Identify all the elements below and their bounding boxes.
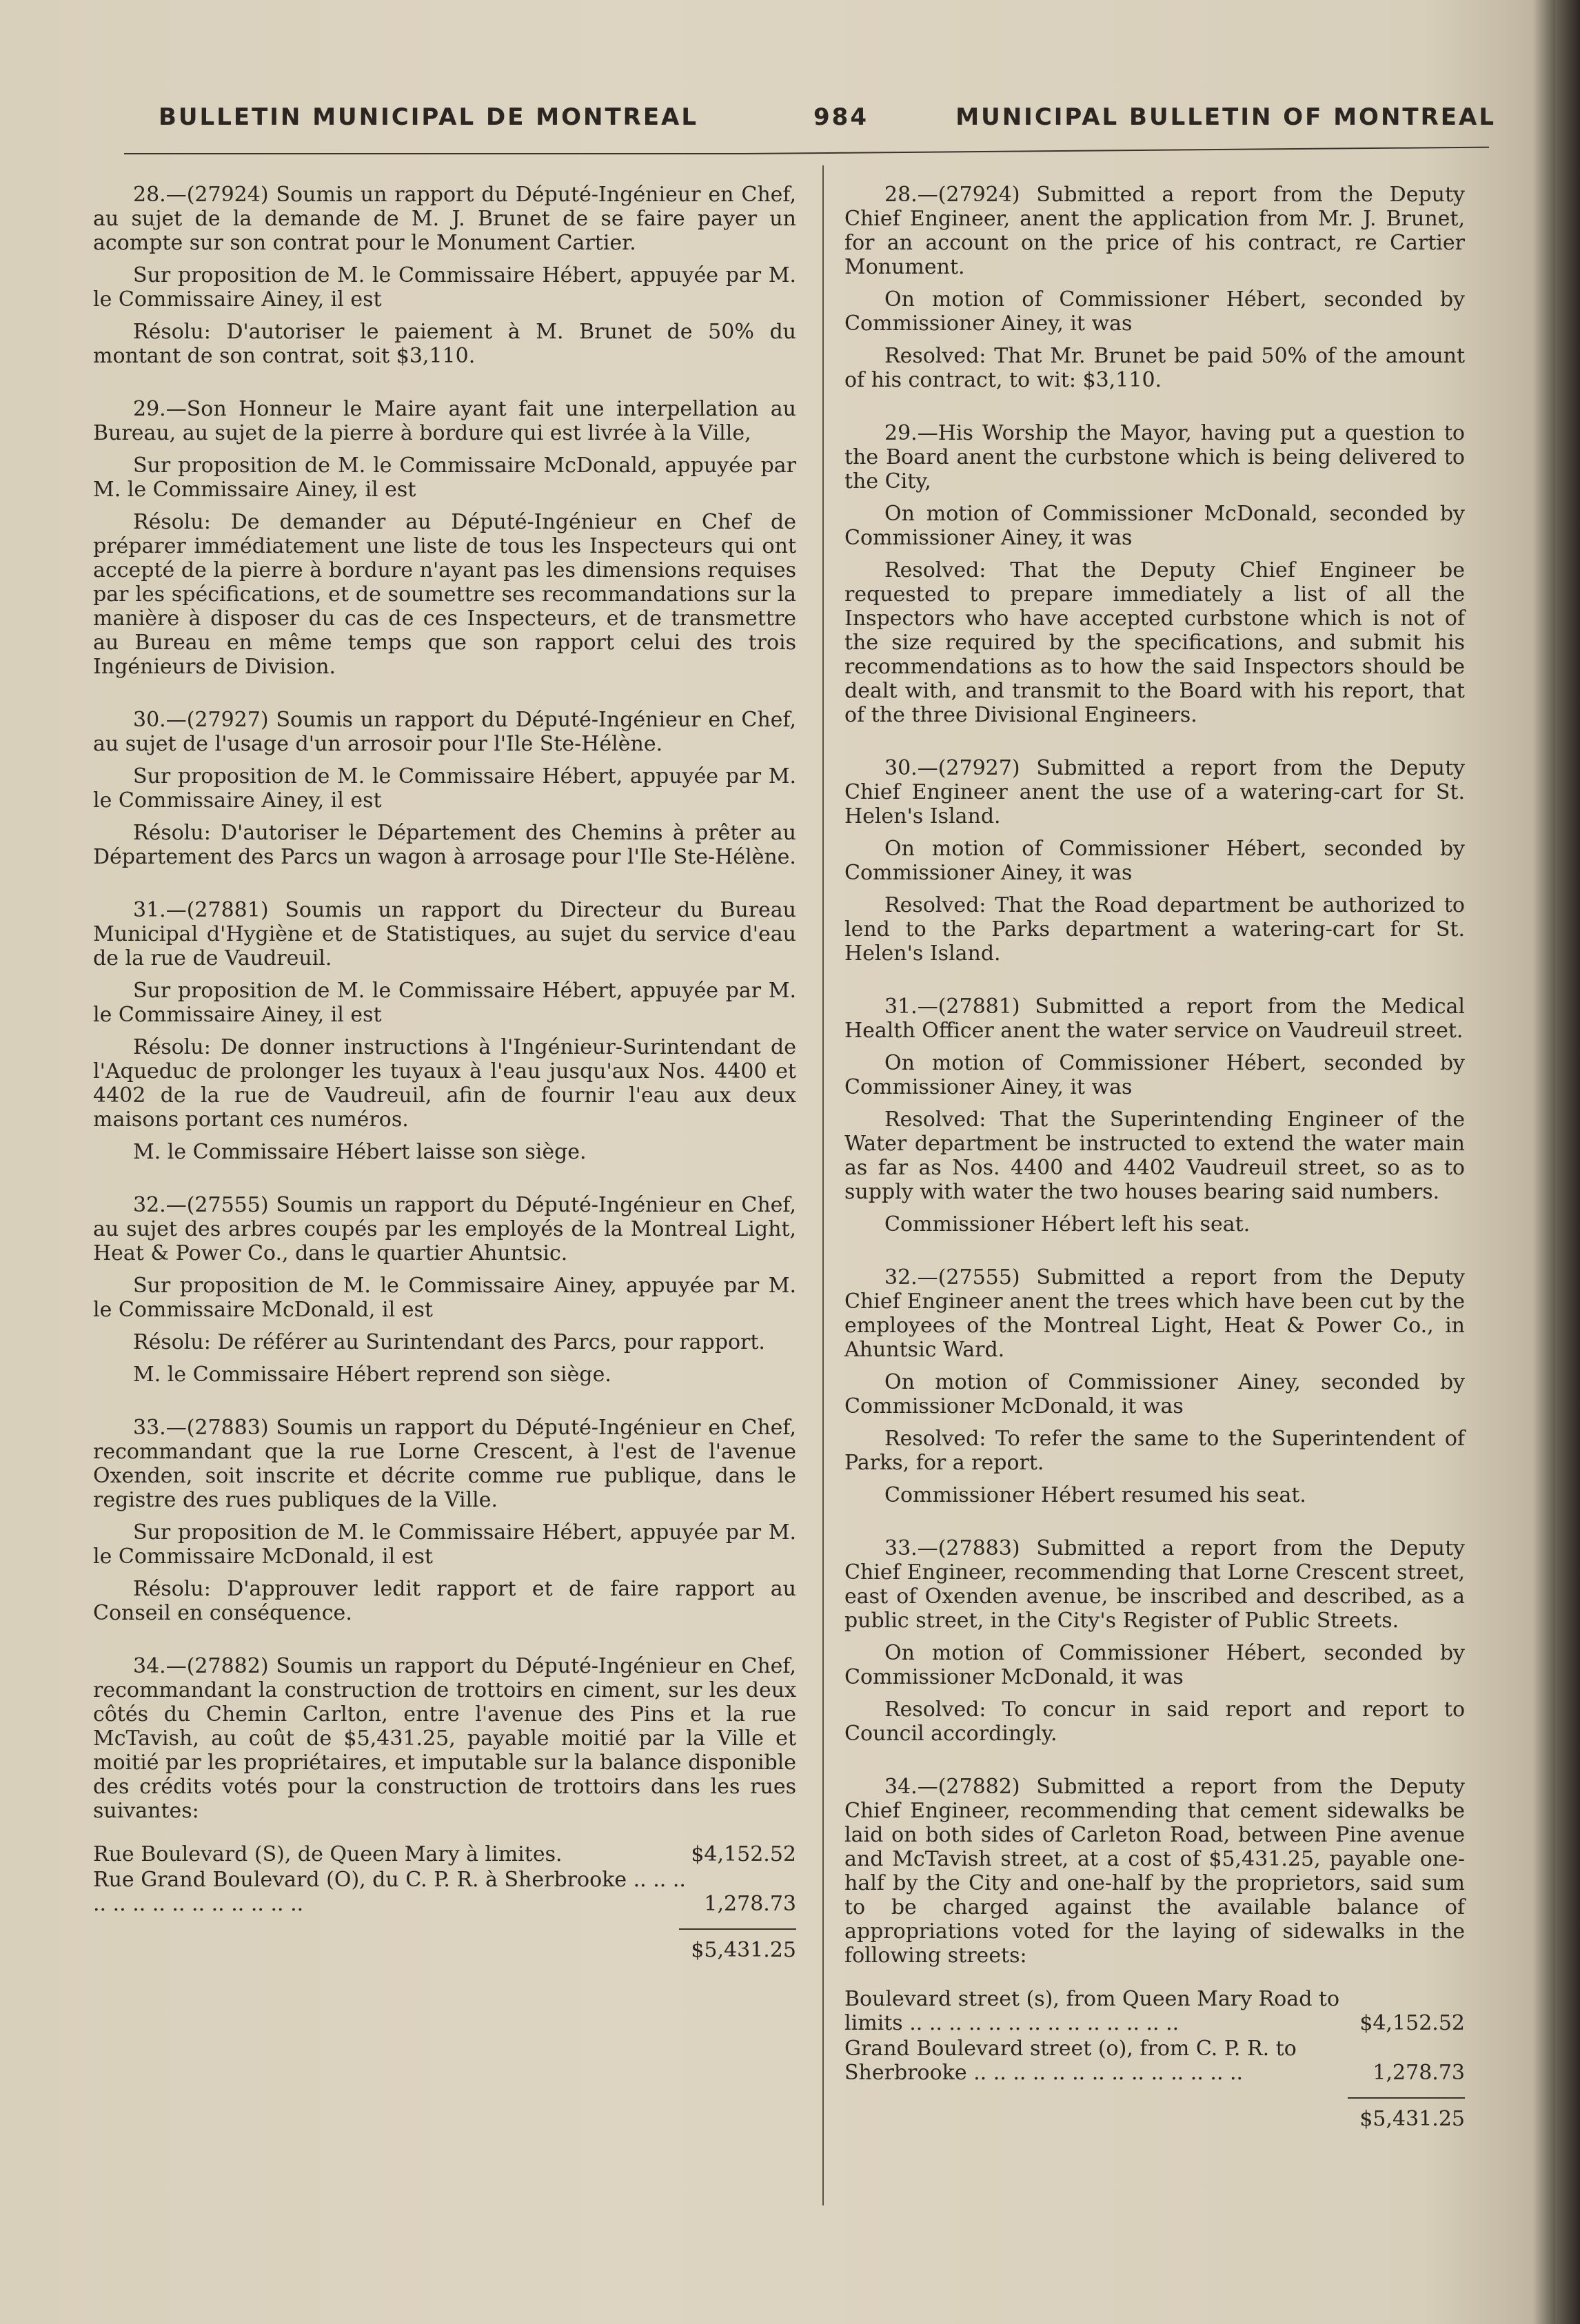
french-amount-description: Rue Boulevard (S), de Queen Mary à limites.	[93, 1842, 563, 1866]
french-total: $5,431.25	[691, 1938, 796, 1962]
french-paragraph: 29.—Son Honneur le Maire ayant fait une interpellation au Bureau, au sujet de la pierre à bordure qui est livrée à la Ville,	[93, 397, 796, 445]
french-paragraph: Résolu: D'autoriser le paiement à M. Brunet de 50% du montant de son contrat, soit $3,110.	[93, 320, 796, 368]
english-paragraph: Commissioner Hébert left his seat.	[884, 1212, 1250, 1236]
french-paragraph: Résolu: D'approuver ledit rapport et de faire rapport au Conseil en conséquence.	[93, 1577, 796, 1625]
english-paragraph: Resolved: To refer the same to the Superintendent of Parks, for a report.	[844, 1427, 1465, 1475]
french-paragraph: Sur proposition de M. le Commissaire Hébert, appuyée par M. le Commissaire Ainey, il est	[93, 764, 796, 813]
english-amounts	[844, 1987, 1465, 2131]
french-amount-row	[93, 1868, 796, 1916]
english-paragraph: On motion of Commissioner Hébert, seconded by Commissioner Ainey, it was	[844, 1051, 1465, 1099]
french-amounts	[93, 1842, 796, 1962]
english-paragraph: On motion of Commissioner Hébert, seconded by Commissioner Ainey, it was	[844, 837, 1465, 885]
english-total: $5,431.25	[1359, 2107, 1465, 2131]
english-paragraph: 30.—(27927) Submitted a report from the Deputy Chief Engineer anent the use of a watering-cart for St. Helen's Island.	[844, 756, 1465, 828]
english-amount-value: $4,152.52	[1359, 2011, 1465, 2035]
french-paragraph: 28.—(27924) Soumis un rapport du Député-Ingénieur en Chef, au sujet de la demande de M. J. Brunet de se faire payer un acompte sur son contrat pour le Monument Cartier.	[93, 183, 796, 255]
french-amount-value: $4,152.52	[691, 1842, 796, 1866]
english-paragraph: Resolved: That the Superintending Engineer of the Water department be instructed to extend the water main as far as Nos. 4400 and 4402 Vaudreuil street, so as to supply with water the two houses bearing said numbers.	[844, 1108, 1465, 1204]
english-paragraph: Resolved: That the Road department be authorized to lend to the Parks department a watering-cart for St. Helen's Island.	[844, 893, 1465, 966]
english-paragraph: On motion of Commissioner Hébert, seconded by Commissioner McDonald, it was	[844, 1641, 1465, 1689]
french-total-rule	[679, 1928, 796, 1930]
french-paragraph: 33.—(27883) Soumis un rapport du Député-Ingénieur en Chef, recommandant que la rue Lorne Crescent, à l'est de l'avenue Oxenden, soit inscrite et décrite comme rue publique, dans le registre des rues publiques de la Ville.	[93, 1416, 796, 1512]
french-paragraph: 32.—(27555) Soumis un rapport du Député-Ingénieur en Chef, au sujet des arbres coupés par les employés de la Montreal Light, Heat & Power Co., dans le quartier Ahuntsic.	[93, 1193, 796, 1265]
french-paragraph: Résolu: De demander au Député-Ingénieur en Chef de préparer immédiatement une liste de tous les Inspecteurs qui ont accepté de la pierre à bordure n'ayant pas les dimensions requises par les spécifications, et de soumettre ses recommandations sur la manière à disposer du cas de ces Inspecteurs, et de transmettre au Bureau en même temps que son rapport celui des trois Ingénieurs de Division.	[93, 510, 796, 679]
book-spine	[1555, 0, 1580, 2324]
english-paragraph: Resolved: To concur in said report and report to Council accordingly.	[844, 1698, 1465, 1746]
english-paragraph: 31.—(27881) Submitted a report from the Medical Health Officer anent the water service on Vaudreuil street.	[844, 995, 1465, 1043]
french-paragraph: Sur proposition de M. le Commissaire Hébert, appuyée par M. le Commissaire McDonald, il est	[93, 1520, 796, 1569]
english-paragraph: Resolved: That Mr. Brunet be paid 50% of the amount of his contract, to wit: $3,110.	[844, 344, 1465, 392]
french-column	[93, 183, 796, 1962]
french-paragraph: 30.—(27927) Soumis un rapport du Député-Ingénieur en Chef, au sujet de l'usage d'un arrosoir pour l'Ile Ste-Hélène.	[93, 708, 796, 756]
french-amount-value: 1,278.73	[704, 1892, 796, 1916]
english-column	[844, 183, 1465, 2131]
french-paragraph: M. le Commissaire Hébert reprend son siège.	[133, 1363, 611, 1387]
page-number: 984	[813, 103, 869, 131]
page-header	[159, 103, 1496, 145]
english-paragraph: 28.—(27924) Submitted a report from the Deputy Chief Engineer, anent the application from Mr. J. Brunet, for an account on the price of his contract, re Cartier Monument.	[844, 183, 1465, 279]
french-paragraph: Sur proposition de M. le Commissaire Hébert, appuyée par M. le Commissaire Ainey, il est	[93, 263, 796, 312]
french-paragraph: M. le Commissaire Hébert laisse son siège.	[133, 1140, 587, 1164]
english-amount-description: Boulevard street (s), from Queen Mary Road to limits .. .. .. .. .. .. .. .. .. .. .. .. .. ..	[844, 1987, 1340, 2035]
header-title-english: MUNICIPAL BULLETIN OF MONTREAL	[955, 103, 1496, 131]
french-paragraph: Résolu: D'autoriser le Département des Chemins à prêter au Département des Parcs un wagon à arrosage pour l'Ile Ste-Hélène.	[93, 821, 796, 869]
french-paragraph: Résolu: De donner instructions à l'Ingénieur-Surintendant de l'Aqueduc de prolonger les tuyaux à l'eau jusqu'aux Nos. 4400 et 4402 de la rue de Vaudreuil, afin de fournir l'eau aux deux maisons portant ces numéros.	[93, 1035, 796, 1132]
french-paragraph: Résolu: De référer au Surintendant des Parcs, pour rapport.	[133, 1330, 765, 1354]
english-paragraph: On motion of Commissioner McDonald, seconded by Commissioner Ainey, it was	[844, 502, 1465, 550]
column-divider	[822, 165, 824, 2205]
english-amount-value: 1,278.73	[1373, 2061, 1465, 2085]
english-paragraph: 32.—(27555) Submitted a report from the Deputy Chief Engineer anent the trees which have been cut by the employees of the Montreal Light, Heat & Power Co., in Ahuntsic Ward.	[844, 1265, 1465, 1362]
english-paragraph: Commissioner Hébert resumed his seat.	[884, 1483, 1306, 1507]
english-paragraph: 29.—His Worship the Mayor, having put a question to the Board anent the curbstone which is being delivered to the City,	[844, 421, 1465, 493]
french-paragraph: 34.—(27882) Soumis un rapport du Député-Ingénieur en Chef, recommandant la construction de trottoirs en ciment, sur les deux côtés du Chemin Carlton, entre l'avenue des Pins et la rue McTavish, au coût de $5,431.25, payable moitié par la Ville et moitié par les propriétaires, et imputable sur la balance disponible des crédits votés pour la construction de trottoirs dans les rues suivantes:	[93, 1654, 796, 1823]
header-title-french: BULLETIN MUNICIPAL DE MONTREAL	[159, 103, 699, 131]
french-paragraphs	[93, 183, 796, 1823]
english-amount-row	[844, 1987, 1465, 2035]
english-paragraph: On motion of Commissioner Ainey, seconded by Commissioner McDonald, it was	[844, 1370, 1465, 1418]
french-paragraph: Sur proposition de M. le Commissaire McDonald, appuyée par M. le Commissaire Ainey, il est	[93, 453, 796, 502]
header-rule-left	[124, 153, 745, 154]
english-paragraph: Resolved: That the Deputy Chief Engineer be requested to prepare immediately a list of all the Inspectors who have accepted curbstone which is not of the size required by the specifications, and submit his recommendations as to how the said Inspectors should be dealt with, and transmit to the Board with his report, that of the three Divisional Engineers.	[844, 558, 1465, 727]
header-rule-right	[745, 147, 1489, 154]
english-paragraphs	[844, 183, 1465, 1968]
english-paragraph: 34.—(27882) Submitted a report from the Deputy Chief Engineer, recommending that cement sidewalks be laid on both sides of Carleton Road, between Pine avenue and McTavish street, at a cost of $5,431.25, payable one-half by the City and one-half by the proprietors, said sum to be charged against the available balance of appropriations voted for the laying of sidewalks in the following streets:	[844, 1775, 1465, 1968]
french-amount-description: Rue Grand Boulevard (O), du C. P. R. à Sherbrooke .. .. .. .. .. .. .. .. .. .. .. .. .. ..	[93, 1868, 686, 1916]
french-paragraph: 31.—(27881) Soumis un rapport du Directeur du Bureau Municipal d'Hygiène et de Statistiques, au sujet du service d'eau de la rue de Vaudreuil.	[93, 898, 796, 970]
english-paragraph: 33.—(27883) Submitted a report from the Deputy Chief Engineer, recommending that Lorne Crescent street, east of Oxenden avenue, be inscribed and described, as a public street, in the City's Register of Public Streets.	[844, 1536, 1465, 1633]
english-amount-row	[844, 2037, 1465, 2085]
english-total-rule	[1348, 2097, 1465, 2099]
english-paragraph: On motion of Commissioner Hébert, seconded by Commissioner Ainey, it was	[844, 287, 1465, 336]
english-amount-description: Grand Boulevard street (o), from C. P. R. to Sherbrooke .. .. .. .. .. .. .. .. .. .. .. .. .. ..	[844, 2037, 1297, 2085]
french-paragraph: Sur proposition de M. le Commissaire Ainey, appuyée par M. le Commissaire McDonald, il est	[93, 1274, 796, 1322]
french-paragraph: Sur proposition de M. le Commissaire Hébert, appuyée par M. le Commissaire Ainey, il est	[93, 979, 796, 1027]
french-amount-row	[93, 1842, 796, 1866]
